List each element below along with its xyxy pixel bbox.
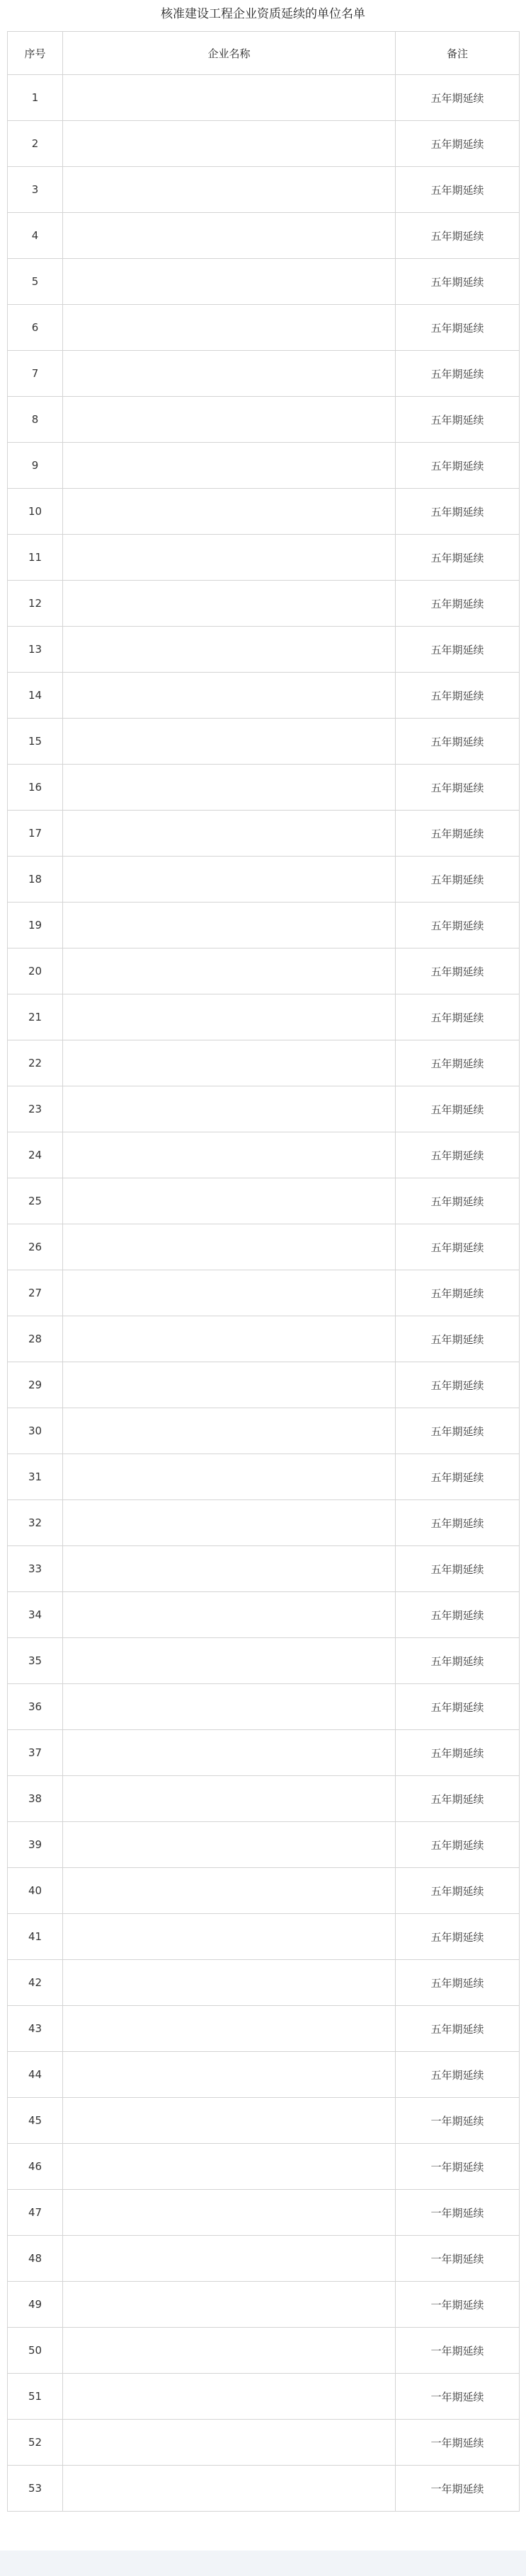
row-index-cell: 12 xyxy=(8,581,63,627)
row-index-cell: 15 xyxy=(8,719,63,765)
remark-cell: 五年期延续 xyxy=(396,765,520,811)
row-index-cell: 3 xyxy=(8,167,63,213)
remark-cell: 一年期延续 xyxy=(396,2374,520,2420)
table-row xyxy=(8,1224,520,1270)
table-row xyxy=(8,489,520,535)
company-name-cell xyxy=(63,1730,396,1776)
company-name-cell xyxy=(63,1592,396,1638)
table-row xyxy=(8,1684,520,1730)
table-row xyxy=(8,351,520,397)
company-name-cell xyxy=(63,2328,396,2374)
table-header-row xyxy=(8,32,520,75)
row-index-cell: 7 xyxy=(8,351,63,397)
remark-cell: 五年期延续 xyxy=(396,213,520,259)
company-name-cell xyxy=(63,2098,396,2144)
company-name-cell xyxy=(63,397,396,443)
row-index-cell: 6 xyxy=(8,305,63,351)
company-name-cell xyxy=(63,627,396,673)
row-index-cell: 44 xyxy=(8,2052,63,2098)
table-row xyxy=(8,1730,520,1776)
company-name-cell xyxy=(63,1362,396,1408)
row-index-cell: 35 xyxy=(8,1638,63,1684)
table-row xyxy=(8,2006,520,2052)
table-row xyxy=(8,1546,520,1592)
table-row xyxy=(8,397,520,443)
row-index-cell: 29 xyxy=(8,1362,63,1408)
remark-cell: 五年期延续 xyxy=(396,811,520,857)
row-index-cell: 46 xyxy=(8,2144,63,2190)
row-index-cell: 23 xyxy=(8,1086,63,1132)
company-name-cell xyxy=(63,1086,396,1132)
table-row xyxy=(8,994,520,1040)
remark-cell: 五年期延续 xyxy=(396,1868,520,1914)
remark-cell: 一年期延续 xyxy=(396,2466,520,2512)
company-name-cell xyxy=(63,1408,396,1454)
company-name-cell xyxy=(63,1132,396,1178)
row-index-cell: 42 xyxy=(8,1960,63,2006)
table-row xyxy=(8,2466,520,2512)
remark-cell: 五年期延续 xyxy=(396,121,520,167)
column-header-remark: 备注 xyxy=(396,32,520,75)
table-row xyxy=(8,1454,520,1500)
remark-cell: 五年期延续 xyxy=(396,1960,520,2006)
table-row xyxy=(8,857,520,903)
remark-cell: 一年期延续 xyxy=(396,2282,520,2328)
table-row xyxy=(8,1362,520,1408)
table-row xyxy=(8,2328,520,2374)
table-row xyxy=(8,765,520,811)
row-index-cell: 18 xyxy=(8,857,63,903)
table-row xyxy=(8,1408,520,1454)
remark-cell: 五年期延续 xyxy=(396,1822,520,1868)
remark-cell: 五年期延续 xyxy=(396,2006,520,2052)
remark-cell: 五年期延续 xyxy=(396,535,520,581)
remark-cell: 一年期延续 xyxy=(396,2190,520,2236)
table-row xyxy=(8,2374,520,2420)
table-row xyxy=(8,1592,520,1638)
row-index-cell: 10 xyxy=(8,489,63,535)
company-name-cell xyxy=(63,719,396,765)
company-name-cell xyxy=(63,443,396,489)
row-index-cell: 19 xyxy=(8,903,63,948)
table-row xyxy=(8,2420,520,2466)
remark-cell: 五年期延续 xyxy=(396,1040,520,1086)
remark-cell: 五年期延续 xyxy=(396,1408,520,1454)
column-header-company: 企业名称 xyxy=(63,32,396,75)
company-name-cell xyxy=(63,2236,396,2282)
table-row xyxy=(8,2190,520,2236)
remark-cell: 五年期延续 xyxy=(396,994,520,1040)
table-row xyxy=(8,167,520,213)
row-index-cell: 4 xyxy=(8,213,63,259)
row-index-cell: 47 xyxy=(8,2190,63,2236)
remark-cell: 五年期延续 xyxy=(396,305,520,351)
remark-cell: 五年期延续 xyxy=(396,351,520,397)
remark-cell: 五年期延续 xyxy=(396,1638,520,1684)
company-name-cell xyxy=(63,259,396,305)
table-row xyxy=(8,1040,520,1086)
table-row xyxy=(8,1776,520,1822)
row-index-cell: 38 xyxy=(8,1776,63,1822)
company-name-cell xyxy=(63,857,396,903)
remark-cell: 五年期延续 xyxy=(396,1914,520,1960)
company-name-cell xyxy=(63,1040,396,1086)
row-index-cell: 2 xyxy=(8,121,63,167)
remark-cell: 五年期延续 xyxy=(396,627,520,673)
remark-cell: 五年期延续 xyxy=(396,1592,520,1638)
table-row xyxy=(8,1960,520,2006)
enterprise-table xyxy=(7,31,520,2512)
remark-cell: 五年期延续 xyxy=(396,167,520,213)
table-row xyxy=(8,121,520,167)
remark-cell: 一年期延续 xyxy=(396,2098,520,2144)
table-row xyxy=(8,719,520,765)
remark-cell: 五年期延续 xyxy=(396,489,520,535)
remark-cell: 五年期延续 xyxy=(396,443,520,489)
company-name-cell xyxy=(63,1822,396,1868)
table-row xyxy=(8,1270,520,1316)
remark-cell: 五年期延续 xyxy=(396,1454,520,1500)
row-index-cell: 36 xyxy=(8,1684,63,1730)
table-row xyxy=(8,627,520,673)
company-name-cell xyxy=(63,2190,396,2236)
table-row xyxy=(8,1316,520,1362)
row-index-cell: 50 xyxy=(8,2328,63,2374)
table-row xyxy=(8,948,520,994)
table-row xyxy=(8,2098,520,2144)
company-name-cell xyxy=(63,75,396,121)
company-name-cell xyxy=(63,2374,396,2420)
row-index-cell: 16 xyxy=(8,765,63,811)
remark-cell: 一年期延续 xyxy=(396,2144,520,2190)
table-row xyxy=(8,1822,520,1868)
table-row xyxy=(8,2052,520,2098)
row-index-cell: 9 xyxy=(8,443,63,489)
company-name-cell xyxy=(63,1914,396,1960)
page-title: 核准建设工程企业资质延续的单位名单 xyxy=(161,7,365,21)
company-name-cell xyxy=(63,1546,396,1592)
row-index-cell: 32 xyxy=(8,1500,63,1546)
page-footer-strip xyxy=(0,2551,526,2576)
row-index-cell: 43 xyxy=(8,2006,63,2052)
table-row xyxy=(8,535,520,581)
table-row xyxy=(8,1914,520,1960)
remark-cell: 五年期延续 xyxy=(396,1178,520,1224)
remark-cell: 五年期延续 xyxy=(396,1684,520,1730)
table-row xyxy=(8,1132,520,1178)
row-index-cell: 22 xyxy=(8,1040,63,1086)
row-index-cell: 45 xyxy=(8,2098,63,2144)
row-index-cell: 21 xyxy=(8,994,63,1040)
row-index-cell: 53 xyxy=(8,2466,63,2512)
table-row xyxy=(8,673,520,719)
remark-cell: 五年期延续 xyxy=(396,903,520,948)
table-row xyxy=(8,2144,520,2190)
table-row xyxy=(8,1178,520,1224)
row-index-cell: 39 xyxy=(8,1822,63,1868)
company-name-cell xyxy=(63,1270,396,1316)
row-index-cell: 37 xyxy=(8,1730,63,1776)
company-name-cell xyxy=(63,1684,396,1730)
remark-cell: 五年期延续 xyxy=(396,1362,520,1408)
row-index-cell: 5 xyxy=(8,259,63,305)
row-index-cell: 30 xyxy=(8,1408,63,1454)
remark-cell: 五年期延续 xyxy=(396,1224,520,1270)
company-name-cell xyxy=(63,581,396,627)
company-name-cell xyxy=(63,765,396,811)
row-index-cell: 20 xyxy=(8,948,63,994)
row-index-cell: 27 xyxy=(8,1270,63,1316)
row-index-cell: 24 xyxy=(8,1132,63,1178)
company-name-cell xyxy=(63,2144,396,2190)
table-row xyxy=(8,443,520,489)
table-row xyxy=(8,1086,520,1132)
row-index-cell: 41 xyxy=(8,1914,63,1960)
row-index-cell: 28 xyxy=(8,1316,63,1362)
row-index-cell: 40 xyxy=(8,1868,63,1914)
table-row xyxy=(8,1500,520,1546)
company-name-cell xyxy=(63,1638,396,1684)
table-row xyxy=(8,2236,520,2282)
row-index-cell: 31 xyxy=(8,1454,63,1500)
company-name-cell xyxy=(63,1960,396,2006)
company-name-cell xyxy=(63,121,396,167)
remark-cell: 一年期延续 xyxy=(396,2328,520,2374)
company-name-cell xyxy=(63,2006,396,2052)
remark-cell: 五年期延续 xyxy=(396,1316,520,1362)
row-index-cell: 1 xyxy=(8,75,63,121)
remark-cell: 五年期延续 xyxy=(396,1500,520,1546)
company-name-cell xyxy=(63,1776,396,1822)
company-name-cell xyxy=(63,2466,396,2512)
table-row xyxy=(8,259,520,305)
row-index-cell: 26 xyxy=(8,1224,63,1270)
remark-cell: 五年期延续 xyxy=(396,1776,520,1822)
remark-cell: 一年期延续 xyxy=(396,2236,520,2282)
company-name-cell xyxy=(63,1500,396,1546)
table-row xyxy=(8,75,520,121)
row-index-cell: 17 xyxy=(8,811,63,857)
company-name-cell xyxy=(63,1316,396,1362)
table-row xyxy=(8,903,520,948)
remark-cell: 五年期延续 xyxy=(396,719,520,765)
table-row xyxy=(8,1638,520,1684)
table-row xyxy=(8,213,520,259)
company-name-cell xyxy=(63,948,396,994)
table-row xyxy=(8,305,520,351)
table-row xyxy=(8,1868,520,1914)
remark-cell: 五年期延续 xyxy=(396,581,520,627)
company-name-cell xyxy=(63,305,396,351)
remark-cell: 五年期延续 xyxy=(396,1546,520,1592)
remark-cell: 五年期延续 xyxy=(396,259,520,305)
remark-cell: 一年期延续 xyxy=(396,2420,520,2466)
row-index-cell: 49 xyxy=(8,2282,63,2328)
row-index-cell: 13 xyxy=(8,627,63,673)
company-name-cell xyxy=(63,2052,396,2098)
table-row xyxy=(8,811,520,857)
company-name-cell xyxy=(63,535,396,581)
company-name-cell xyxy=(63,351,396,397)
table-row xyxy=(8,581,520,627)
company-name-cell xyxy=(63,2420,396,2466)
row-index-cell: 51 xyxy=(8,2374,63,2420)
remark-cell: 五年期延续 xyxy=(396,948,520,994)
row-index-cell: 25 xyxy=(8,1178,63,1224)
company-name-cell xyxy=(63,903,396,948)
remark-cell: 五年期延续 xyxy=(396,397,520,443)
company-name-cell xyxy=(63,1224,396,1270)
remark-cell: 五年期延续 xyxy=(396,857,520,903)
row-index-cell: 48 xyxy=(8,2236,63,2282)
company-name-cell xyxy=(63,1454,396,1500)
row-index-cell: 11 xyxy=(8,535,63,581)
row-index-cell: 34 xyxy=(8,1592,63,1638)
company-name-cell xyxy=(63,811,396,857)
row-index-cell: 8 xyxy=(8,397,63,443)
row-index-cell: 52 xyxy=(8,2420,63,2466)
remark-cell: 五年期延续 xyxy=(396,1132,520,1178)
remark-cell: 五年期延续 xyxy=(396,1270,520,1316)
column-header-index: 序号 xyxy=(8,32,63,75)
company-name-cell xyxy=(63,673,396,719)
company-name-cell xyxy=(63,167,396,213)
company-name-cell xyxy=(63,994,396,1040)
remark-cell: 五年期延续 xyxy=(396,1730,520,1776)
company-name-cell xyxy=(63,1178,396,1224)
remark-cell: 五年期延续 xyxy=(396,1086,520,1132)
table-row xyxy=(8,2282,520,2328)
company-name-cell xyxy=(63,489,396,535)
remark-cell: 五年期延续 xyxy=(396,75,520,121)
company-name-cell xyxy=(63,1868,396,1914)
company-name-cell xyxy=(63,213,396,259)
row-index-cell: 14 xyxy=(8,673,63,719)
company-name-cell xyxy=(63,2282,396,2328)
remark-cell: 五年期延续 xyxy=(396,673,520,719)
row-index-cell: 33 xyxy=(8,1546,63,1592)
remark-cell: 五年期延续 xyxy=(396,2052,520,2098)
